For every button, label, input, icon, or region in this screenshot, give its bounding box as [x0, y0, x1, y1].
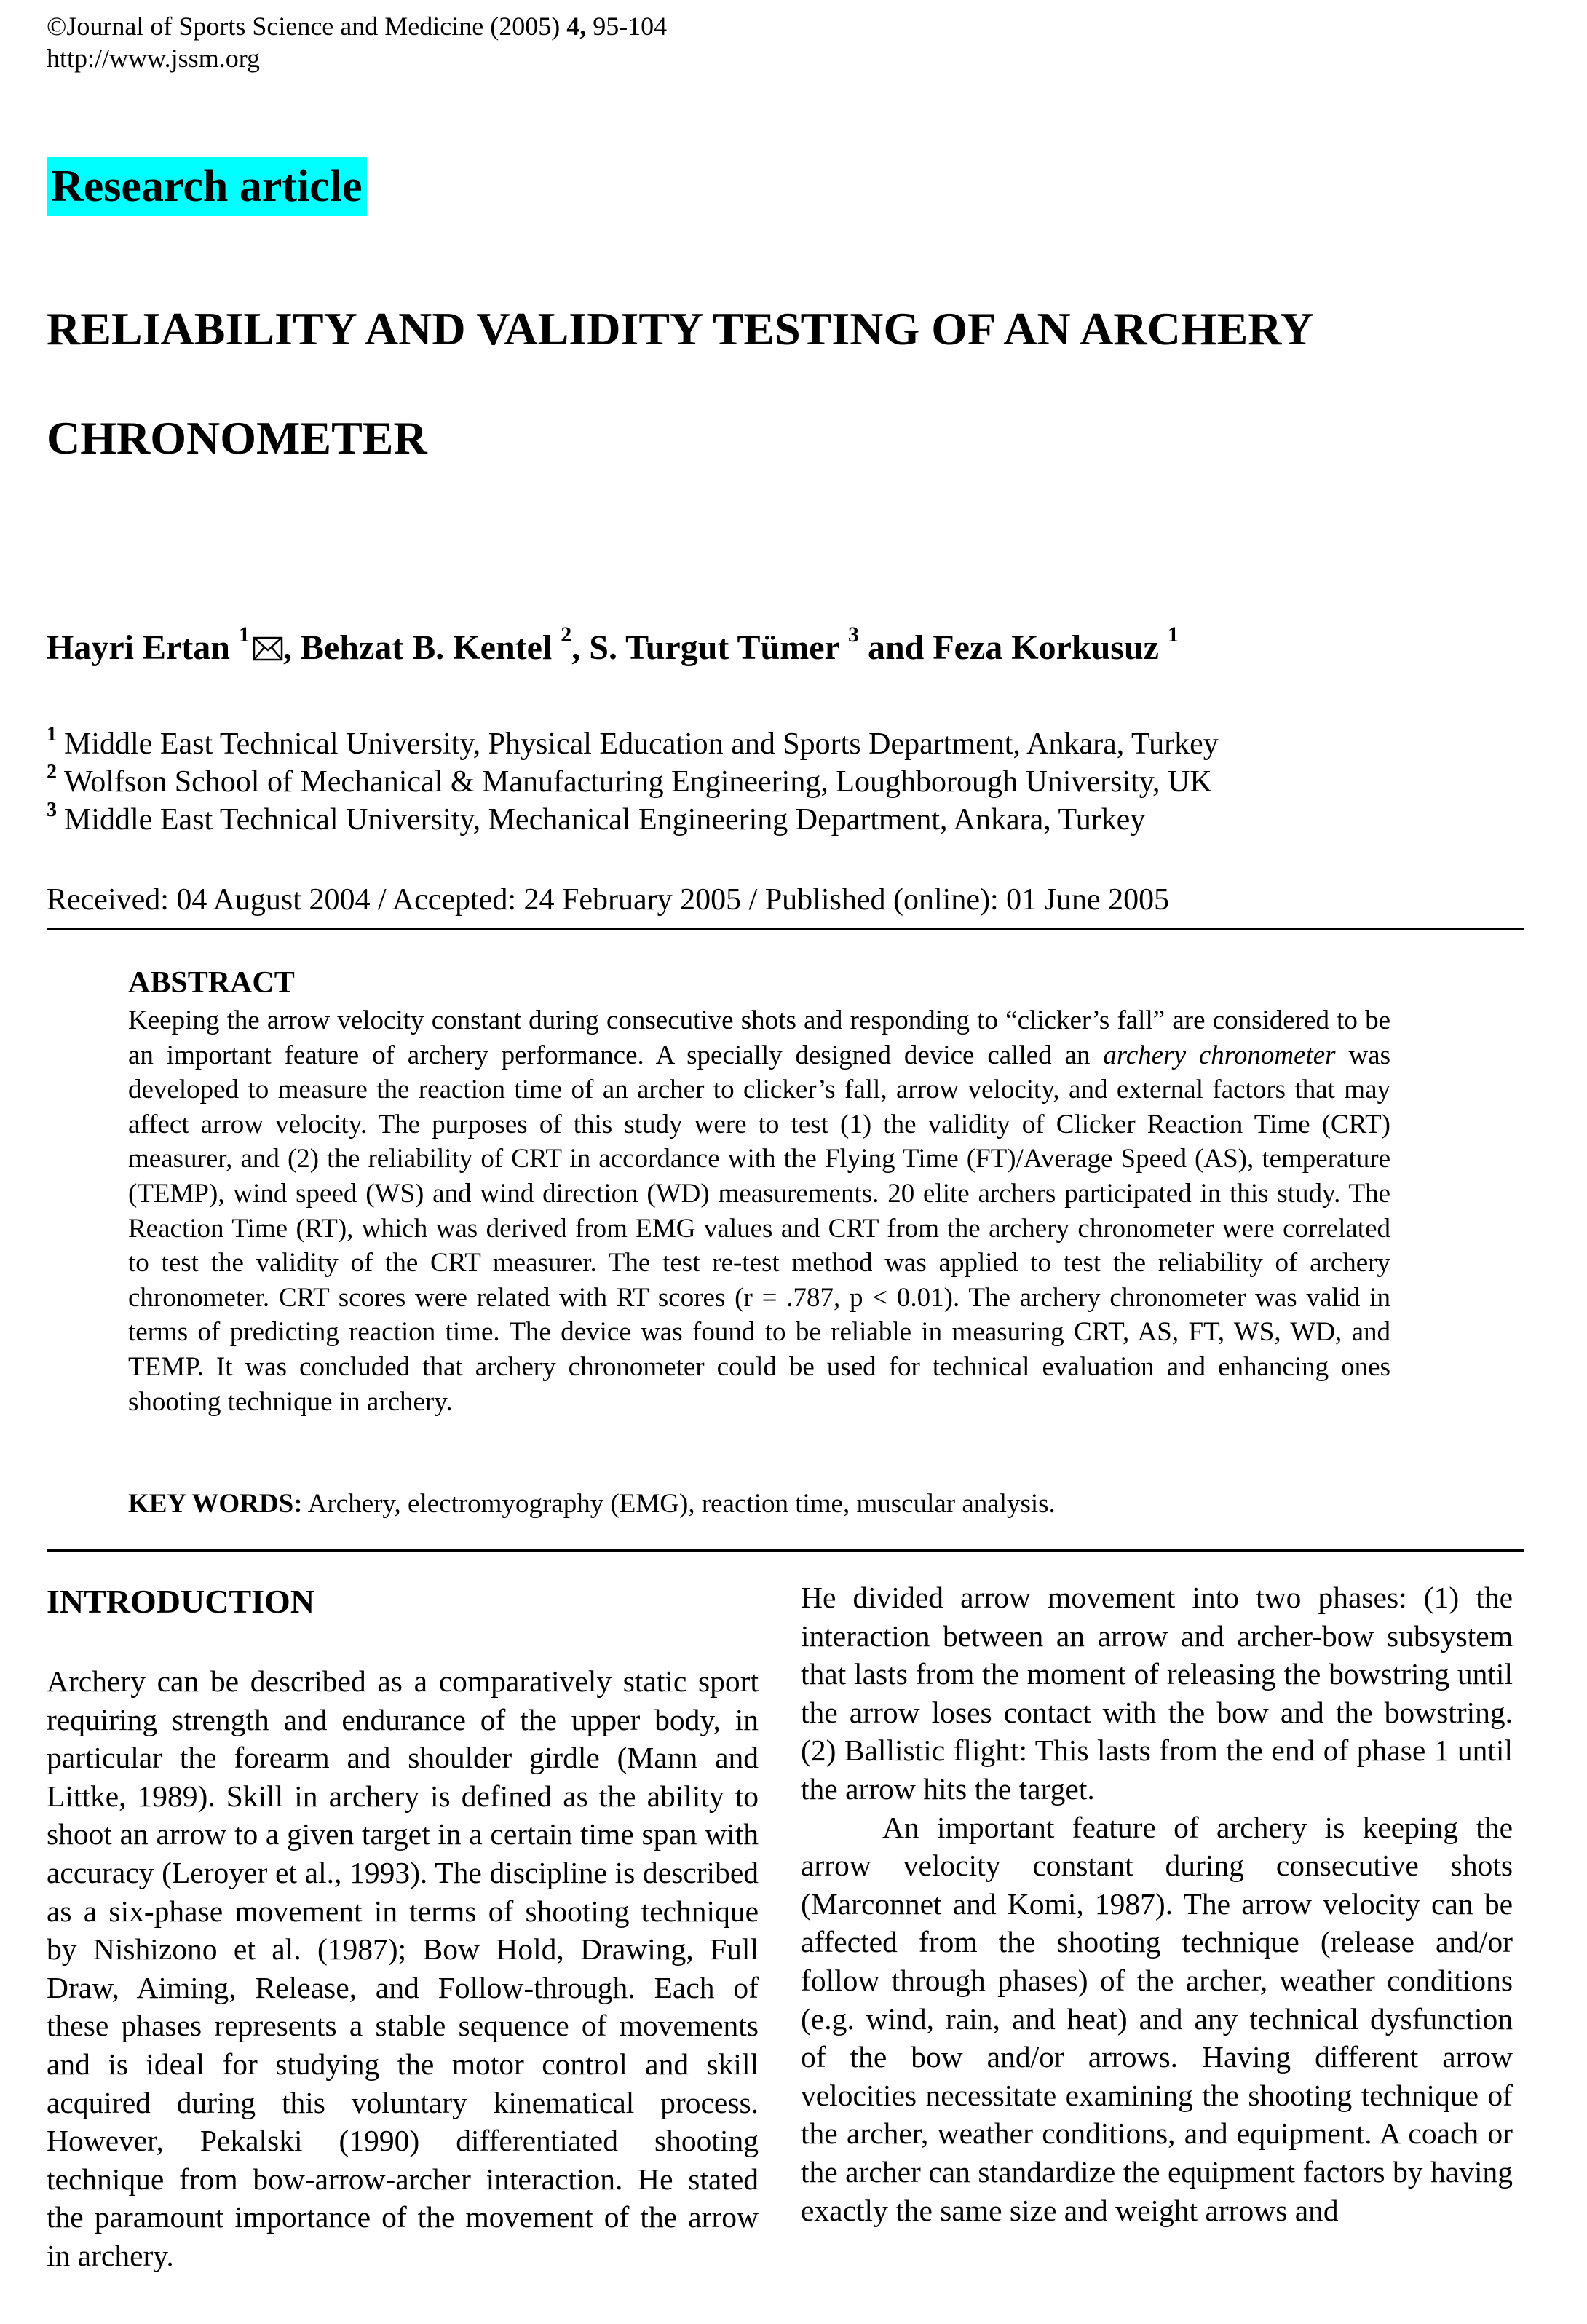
author-name: , S. Turgut Tümer — [571, 628, 848, 667]
affiliation-text: Middle East Technical University, Physical Education and Sports Department, Ankara, Turkey — [64, 727, 1219, 761]
affiliation-text: Middle East Technical University, Mechanical Engineering Department, Ankara, Turkey — [64, 803, 1146, 837]
abstract-heading: ABSTRACT — [128, 966, 295, 1000]
affiliation-3 — [47, 801, 1145, 839]
keywords-text: Archery, electromyography (EMG), reaction time, muscular analysis. — [302, 1489, 1056, 1519]
body-paragraph: He divided arrow movement into two phases: (1) the interaction between an arrow and archer-bow subsystem that lasts from the moment of releasing the bowstring until the arrow loses contact with the bow and the bowstring. (2) Ballistic flight: This lasts from the end of phase 1 until the arrow hits the target. — [801, 1581, 1513, 1806]
divider — [47, 1549, 1524, 1552]
journal-url[interactable]: http://www.jssm.org — [47, 44, 261, 73]
author-name: and Feza Korkusuz — [858, 628, 1168, 667]
author-name: , Behzat B. Kentel — [282, 628, 561, 667]
right-column — [801, 1578, 1513, 2229]
body-paragraph: Archery can be described as a comparatively static sport requiring strength and endurance of the upper body, in particular the forearm and shoulder girdle (Mann and Littke, 1989). Skill in archery is defined as the ability to shoot an arrow to a given target in a certain time span with accuracy (Leroyer et al., 1993). The discipline is described as a six-phase movement in terms of shooting technique by Nishizono et al. (1987); Bow Hold, Drawing, Full Draw, Aiming, Release, and Follow-through. Each of these phases represents a stable sequence of movements and is ideal for studying the motor control and skill acquired during this voluntary kinematical process. However, Pekalski (1990) differentiated shooting technique from bow-arrow-archer interaction. He stated the paramount importance of the movement of the arrow in archery. — [47, 1664, 759, 2272]
section-heading-introduction: INTRODUCTION — [47, 1583, 315, 1620]
author-name: Hayri Ertan — [47, 628, 239, 667]
article-type-label: Research article — [47, 157, 367, 216]
left-column — [47, 1662, 759, 2275]
journal-pages: 95-104 — [586, 12, 668, 41]
keywords — [128, 1487, 1056, 1522]
journal-name: ©Journal of Sports Science and Medicine (2005) — [47, 12, 567, 41]
affiliation-1 — [47, 725, 1219, 763]
author-affiliation-number: 2 — [561, 622, 572, 647]
envelope-icon[interactable] — [253, 634, 283, 663]
article-title-line-1: RELIABILITY AND VALIDITY TESTING OF AN ARCHERY — [47, 303, 1314, 355]
affiliation-number: 3 — [47, 799, 57, 821]
article-title-line-2: CHRONOMETER — [47, 412, 427, 464]
body-paragraph: An important feature of archery is keeping the arrow velocity constant during consecutive shots (Marconnet and Komi, 1987). The arrow velocity can be affected from the shooting technique (release and/or follow through phases) of the archer, weather conditions (e.g. wind, rain, and heat) and any technical dysfunction of the bow and/or arrows. Having different arrow velocities necessitate examining the shooting technique of the archer, weather conditions, and equipment. A coach or the archer can standardize the equipment factors by having exactly the same size and weight arrows and — [801, 1810, 1513, 2227]
keywords-label: KEY WORDS: — [128, 1489, 303, 1519]
divider — [47, 928, 1524, 930]
journal-volume: 4, — [566, 12, 587, 41]
author-list — [47, 622, 1179, 671]
author-affiliation-number: 3 — [847, 622, 859, 647]
publication-dates: Received: 04 August 2004 / Accepted: 24 February 2005 / Published (online): 01 June 2005 — [47, 883, 1170, 917]
affiliation-number: 1 — [47, 723, 57, 746]
abstract-text-part: Keeping the arrow velocity constant during consecutive shots and responding to “clicker’s fall” are considered to be an important feature of archery performance. A specially designed device called an — [128, 1005, 1390, 1070]
author-affiliation-number: 1 — [238, 622, 250, 647]
author-affiliation-number: 1 — [1167, 622, 1179, 647]
affiliation-number: 2 — [47, 761, 57, 783]
affiliation-text: Wolfson School of Mechanical & Manufacturing Engineering, Loughborough University, UK — [64, 765, 1212, 799]
affiliation-2 — [47, 763, 1212, 801]
abstract-italic-term: archery chronometer — [1103, 1040, 1336, 1070]
journal-citation — [47, 10, 667, 42]
abstract-text — [128, 1003, 1390, 1419]
abstract-text-part: was developed to measure the reaction time of an archer to clicker’s fall, arrow velocity, and external factors that may affect arrow velocity. The purposes of this study were to test (1) the validity of Clicker Reaction Time (CRT) measurer, and (2) the reliability of CRT in accordance with the Flying Time (FT)/Average Speed (AS), temperature (TEMP), wind speed (WS) and wind direction (WD) measurements. 20 elite archers participated in this study. The Reaction Time (RT), which was derived from EMG values and CRT from the archery chronometer were correlated to test the validity of the CRT measurer. The test re-test method was applied to test the reliability of archery chronometer. CRT scores were related with RT scores (r = .787, p < 0.01). The archery chronometer was valid in terms of predicting reaction time. The device was found to be reliable in measuring CRT, AS, FT, WS, WD, and TEMP. It was concluded that archery chronometer could be used for technical evaluation and enhancing ones shooting technique in archery. — [128, 1040, 1390, 1417]
